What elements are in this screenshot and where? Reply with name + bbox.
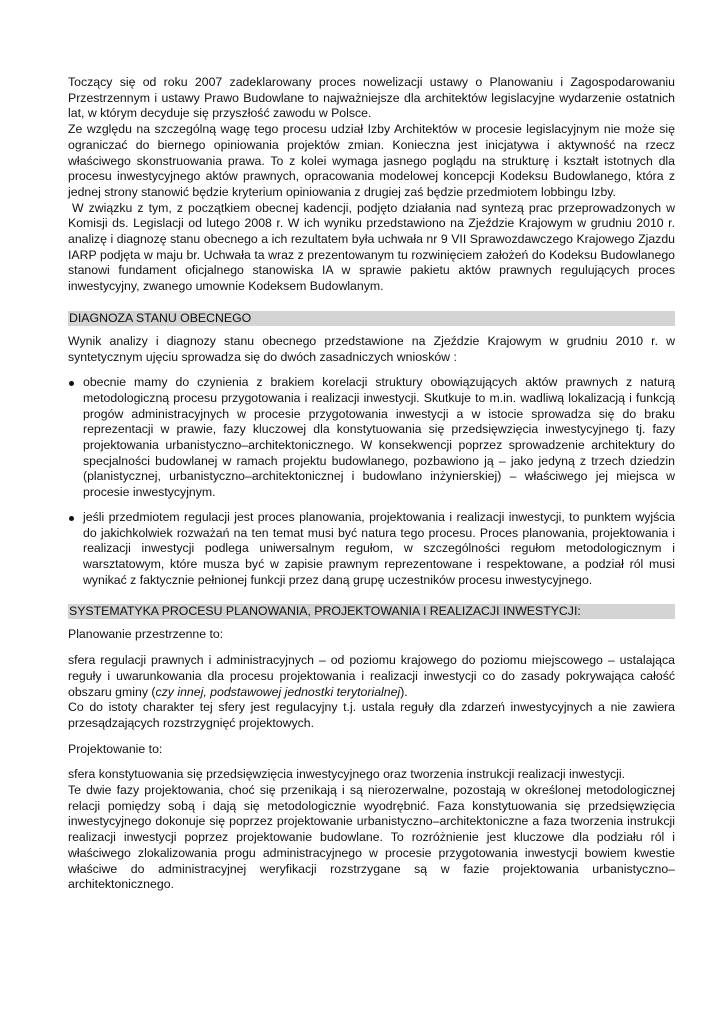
diagnoza-bullet-list xyxy=(68,375,675,588)
list-item xyxy=(68,510,675,589)
planowanie-definition-end: ). xyxy=(400,684,408,699)
planowanie-paragraph-2: Co do istoty charakter tej sfery jest regulacyjny t.j. ustala reguły dla zdarzeń inwestycyjnych a nie zawiera przesądzających rozstrzygnięć projektowych. xyxy=(68,700,675,730)
list-item-text: jeśli przedmiotem regulacji jest proces planowania, projektowania i realizacji inwestycji, to punktem wyjścia do jakichkolwiek rozważań na ten temat musi być natura tego procesu. Proces planowania, projektowania i realizacji inwestycji podlega uniwersalnym regułom, w szczególności regułom metodologicznym i warsztatowym, które musza być w zapisie prawnym reprezentowane i respektowane, a podział ról musi wynikać z faktycznie pełnionej funkcji przez daną grupę uczestników procesu inwestycyjnego. xyxy=(83,509,675,587)
document-page xyxy=(68,75,675,893)
projektowanie-paragraph-2: Te dwie fazy projektowania, choć się przenikają i są nierozerwalne, pozostają w określonej metodologicznej relacji pomiędzy sobą i dają się metodologicznie wyodrębnić. Faza konstytuowania się przedsięwzięcia inwestycyjnego dokonuje się poprzez projektowanie urbanistyczno–architektoniczne a faza tworzenia instrukcji realizacji inwestycji poprzez projektowanie budowlane. To rozróżnienie jest kluczowe dla podziału ról i właściwego zlokalizowania progu administracyjnego w procesie przygotowania inwestycji bowiem kwestie właściwe do administracyjnej weryfikacji rozstrzygane są w fazie projektowania urbanistyczno–architektonicznego. xyxy=(68,783,675,892)
intro-paragraph-3: W związku z tym, z początkiem obecnej kadencji, podjęto działania nad syntezą prac przeprowadzonych w Komisji ds. Legislacji od lutego 2008 r. W ich wyniku przedstawiono na Zjeździe Krajowym w grudniu 2010 r. analizę i diagnozę stanu obecnego a ich rezultatem była uchwała nr 9 VII Sprawozdawczego Krajowego Zjazdu IARP podjęta w maju br. Uchwała ta wraz z prezentowanym tu rozwinięciem założeń do Kodeksu Budowlanego stanowi fundament oficjalnego stanowiska IA w sprawie pakietu aktów prawnych regulujących proces inwestycyjny, zwanego umownie Kodeksem Budowlanym. xyxy=(68,200,675,294)
planowanie-definition-text: sfera regulacji prawnych i administracyjnych – od poziomu krajowego do poziomu miejscowego – ustalająca reguły i uwarunkowania dla procesu projektowania i realizacji inwestycji co do zasady pokrywająca całość obszaru gminy ( xyxy=(68,653,675,699)
projektowanie-definition: sfera konstytuowania się przedsięwzięcia inwestycyjnego oraz tworzenia instrukcji realizacji inwestycji. xyxy=(68,767,626,782)
planowanie-label: Planowanie przestrzenne to: xyxy=(68,627,224,642)
bullet-icon xyxy=(69,516,74,521)
intro-paragraph-1: Toczący się od roku 2007 zadeklarowany proces nowelizacji ustawy o Planowaniu i Zagospodarowaniu Przestrzennym i ustawy Prawo Budowlane to najważniejsze dla architektów legislacyjne wydarzenie ostatnich lat, w którym decyduje się przyszłość zawodu w Polsce. xyxy=(68,75,675,121)
planowanie-definition-italic: czy innej, podstawowej jednostki terytorialnej xyxy=(155,684,401,699)
planowanie-definition xyxy=(68,653,675,700)
section-heading-diagnoza: DIAGNOZA STANU OBECNEGO xyxy=(68,311,675,326)
bullet-icon xyxy=(69,381,74,386)
projektowanie-label: Projektowanie to: xyxy=(68,741,163,756)
intro-paragraph-2: Ze względu na szczególną wagę tego procesu udział Izby Architektów w procesie legislacyjnym nie może się ograniczać do biernego opiniowania projektów zmian. Konieczna jest inicjatywa i aktywność na rzecz właściwego skonstruowania prawa. To z kolei wymaga jasnego poglądu na strukturę i kształt istotnych dla procesu inwestycyjnego aktów prawnych, opracowania modelowej koncepcji Kodeksu Budowlanego, która z jednej strony stanowić będzie kryterium opiniowania z drugiej zaś będzie przedmiotem lobbingu Izby. xyxy=(68,122,675,199)
list-item-text: obecnie mamy do czynienia z brakiem korelacji struktury obowiązujących aktów prawnych z naturą metodologiczną procesu przygotowania i realizacji inwestycji. Skutkuje to m.in. wadliwą lokalizacją i funkcją progów administracyjnych w procesie przygotowania inwestycji a w istocie sprowadza się do braku reprezentacji w prawie, fazy kluczowej dla konstytuowania się przedsięwzięcia inwestycyjnego tj. fazy projektowania urbanistyczno–architektonicznego. W konsekwencji poprzez sprowadzenie architektury do specjalności budowlanej w ramach projektu budowlanego, pozbawiono ją – jako jedyną z trzech dziedzin (planistycznej, urbanistyczno–architektonicznej i budowlano inżynierskiej) – właściwego jej miejsca w procesie inwestycyjnym. xyxy=(83,375,675,500)
section-heading-systematyka: SYSTEMATYKA PROCESU PLANOWANIA, PROJEKTOWANIA I REALIZACJI INWESTYCJI: xyxy=(68,604,675,619)
list-item xyxy=(68,375,675,501)
diagnoza-lead: Wynik analizy i diagnozy stanu obecnego przedstawione na Zjeździe Krajowym w grudniu 2010 r. w syntetycznym ujęciu sprowadza się do dwóch zasadniczych wniosków : xyxy=(68,333,675,364)
